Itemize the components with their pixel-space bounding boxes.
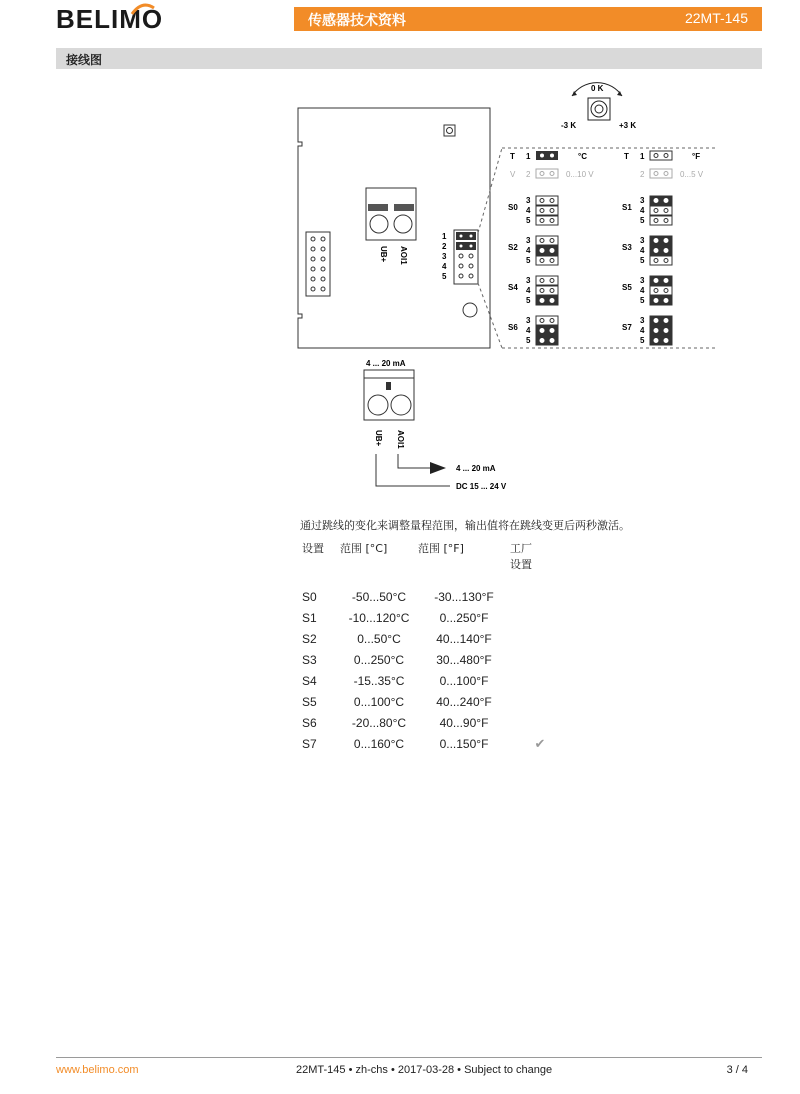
connector-detail (364, 359, 414, 449)
svg-text:2: 2 (526, 170, 531, 179)
pcb-terminal-aoi-label: AOI1 (399, 246, 408, 265)
jumper-pin-number: 3 (526, 236, 531, 245)
cell-range-c: -20...80°C (351, 715, 407, 730)
table-row (298, 691, 570, 712)
cell-setting: S4 (302, 673, 317, 688)
jumper-setting-label: S6 (508, 323, 518, 332)
cell-range-c: -15..35°C (353, 673, 405, 688)
potentiometer-dial (561, 83, 636, 130)
cell-factory (510, 607, 570, 628)
jumper-setting-s2 (508, 236, 558, 265)
table-row (298, 733, 570, 754)
cell-range-f: 40...140°F (436, 631, 492, 646)
cell-factory (510, 712, 570, 733)
svg-text:V: V (510, 170, 516, 179)
section-title: 接线图 (66, 53, 103, 67)
svg-text:0...5 V: 0...5 V (680, 170, 704, 179)
table-header-row (298, 538, 570, 586)
product-code: 22MT-145 (684, 10, 748, 26)
jumper-pin-number: 4 (526, 206, 531, 215)
section-bar (56, 48, 762, 69)
jumper-setting-s6 (508, 316, 558, 345)
connector-caption: 4 ... 20 mA (366, 359, 406, 368)
svg-text:0...10 V: 0...10 V (566, 170, 594, 179)
jumper-pin-number: 3 (526, 276, 531, 285)
intro-text: 通过跳线的变化来调整量程范围，输出值将在跳线变更后两秒激活。 (300, 519, 630, 532)
svg-text:3: 3 (442, 252, 447, 261)
table-row (298, 586, 570, 607)
jumper-pin-number: 3 (640, 276, 645, 285)
jumper-setting-label: S3 (622, 243, 632, 252)
jumper-setting-s0 (508, 196, 558, 225)
output-label: 4 ... 20 mA (456, 464, 496, 473)
belimo-logo: BELIMO (56, 4, 164, 34)
unit-jumper-celsius (510, 151, 594, 179)
jumper-pin-number: 3 (640, 196, 645, 205)
table-row (298, 628, 570, 649)
connector-ub-label: UB+ (374, 430, 383, 447)
dial-plus-label: +3 K (619, 121, 637, 130)
svg-text:2: 2 (442, 242, 447, 251)
svg-text:1: 1 (526, 152, 531, 161)
cell-range-f: -30...130°F (434, 589, 494, 604)
logo-swoosh-icon (128, 2, 158, 16)
jumper-setting-s7 (622, 316, 672, 345)
range-jumper-groups (508, 196, 672, 345)
cell-range-c: 0...160°C (353, 736, 405, 751)
cell-setting: S7 (302, 736, 317, 751)
cell-setting: S5 (302, 694, 317, 709)
cell-setting: S1 (302, 610, 317, 625)
jumper-setting-label: S0 (508, 203, 518, 212)
cell-factory (510, 649, 570, 670)
jumper-setting-label: S5 (622, 283, 632, 292)
cell-factory (510, 670, 570, 691)
cell-range-f: 0...100°F (439, 673, 489, 688)
cell-range-f: 0...250°F (439, 610, 489, 625)
cell-setting: S6 (302, 715, 317, 730)
table-row (298, 670, 570, 691)
svg-text:4: 4 (442, 262, 447, 271)
jumper-pin-number: 3 (526, 196, 531, 205)
jumper-pin-number: 4 (526, 326, 531, 335)
cell-range-c: 0...100°C (353, 694, 405, 709)
factory-check-icon: ✔ (534, 735, 546, 751)
cell-range-f: 40...90°F (439, 715, 489, 730)
jumper-setting-s4 (508, 276, 558, 305)
jumper-pin-number: 5 (526, 256, 531, 265)
unit-jumper-fahrenheit (624, 151, 704, 179)
jumper-setting-s3 (622, 236, 672, 265)
svg-text:1: 1 (442, 232, 447, 241)
table-row (298, 649, 570, 670)
header-range-f: 范围 [°F] (418, 542, 464, 555)
dial-zero-label: 0 K (591, 84, 604, 93)
footer-url-link[interactable]: www.belimo.com (56, 1064, 139, 1076)
document-title: 传感器技术资料 (308, 13, 406, 29)
jumper-pin-number: 3 (640, 236, 645, 245)
cell-range-c: -10...120°C (348, 610, 410, 625)
svg-text:T: T (510, 152, 515, 161)
jumper-pin-number: 4 (526, 286, 531, 295)
jumper-pin-number: 4 (640, 326, 645, 335)
jumper-setting-label: S2 (508, 243, 518, 252)
svg-text:°C: °C (578, 152, 587, 161)
cell-factory (510, 628, 570, 649)
jumper-pin-number: 3 (526, 316, 531, 325)
wiring-diagram (290, 78, 730, 508)
pin-header (306, 232, 330, 296)
cell-range-f: 0...150°F (439, 736, 489, 751)
jumper-pin-number: 5 (526, 216, 531, 225)
cell-range-f: 40...240°F (436, 694, 492, 709)
footer-page-number: 3 / 4 (726, 1064, 748, 1076)
table-row (298, 712, 570, 733)
output-arrow-icon (430, 462, 446, 474)
svg-text:°F: °F (692, 152, 701, 161)
dial-minus-label: -3 K (561, 121, 577, 130)
table-row (298, 607, 570, 628)
jumper-setting-s5 (622, 276, 672, 305)
svg-text:5: 5 (442, 272, 447, 281)
jumper-setting-s1 (622, 196, 672, 225)
cell-setting: S0 (302, 589, 317, 604)
cell-setting: S2 (302, 631, 317, 646)
jumper-setting-label: S4 (508, 283, 518, 292)
cell-range-c: 0...50°C (357, 631, 401, 646)
jumper-pin-number: 3 (640, 316, 645, 325)
jumper-pin-number: 5 (526, 296, 531, 305)
jumper-pin-number: 5 (640, 216, 645, 225)
header-bar (294, 7, 762, 31)
footer-doc-info: 22MT-145 • zh-chs • 2017-03-28 • Subject to change (296, 1064, 553, 1076)
cell-setting: S3 (302, 652, 317, 667)
cell-range-f: 30...480°F (436, 652, 492, 667)
jumper-pin-number: 5 (640, 336, 645, 345)
jumper-setting-label: S1 (622, 203, 632, 212)
connector-aoi-label: AOI1 (396, 430, 405, 449)
cell-factory (510, 586, 570, 607)
cell-factory (510, 691, 570, 712)
svg-text:2: 2 (640, 170, 645, 179)
svg-text:T: T (624, 152, 629, 161)
table-body (298, 586, 570, 754)
header-range-c: 范围 [°C] (340, 542, 388, 555)
header-setting: 设置 (302, 542, 324, 555)
jumper-pin-number: 5 (526, 336, 531, 345)
jumper-pin-number: 4 (640, 206, 645, 215)
jumper-pin-number: 5 (640, 256, 645, 265)
range-table (298, 538, 570, 754)
jumper-pin-number: 4 (526, 246, 531, 255)
jumper-pin-number: 4 (640, 286, 645, 295)
jumper-pin-number: 4 (640, 246, 645, 255)
cell-range-c: -50...50°C (351, 589, 407, 604)
supply-label: DC 15 ... 24 V (456, 482, 507, 491)
jumper-setting-label: S7 (622, 323, 632, 332)
pcb-terminal-ub-label: UB+ (379, 246, 388, 263)
jumper-pin-number: 5 (640, 296, 645, 305)
footer-divider (56, 1057, 762, 1058)
svg-text:1: 1 (640, 152, 645, 161)
cell-range-c: 0...250°C (353, 652, 405, 667)
header-factory: 工厂 设置 (510, 542, 532, 571)
